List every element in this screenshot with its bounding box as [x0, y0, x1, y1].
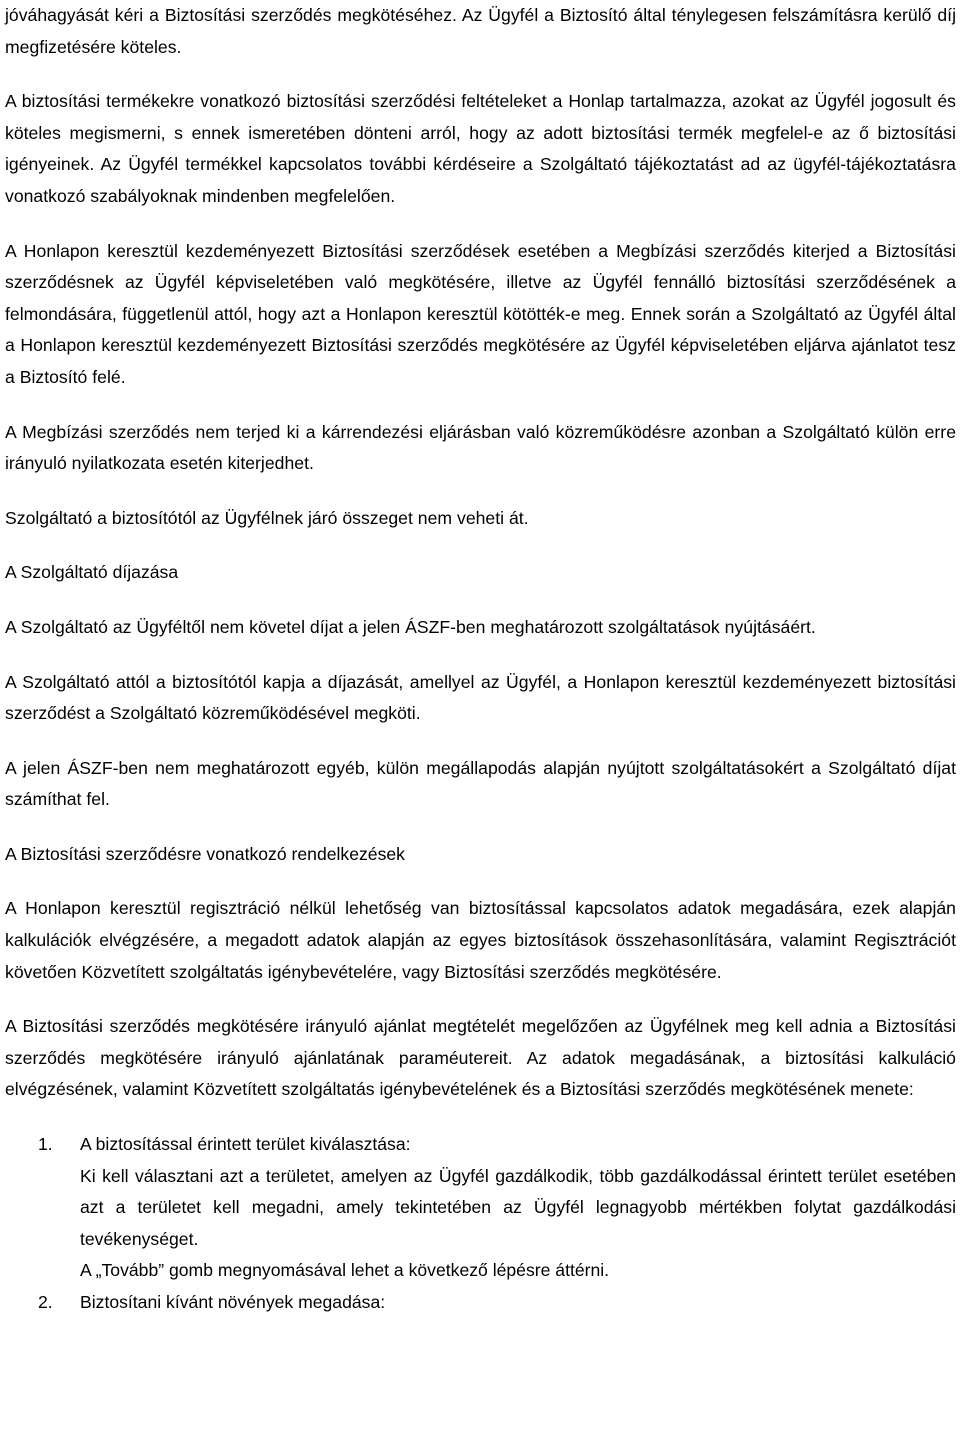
paragraph-no-collection: Szolgáltató a biztosítótól az Ügyfélnek járó összeget nem veheti át. [5, 507, 529, 528]
paragraph-gap [5, 213, 956, 236]
paragraph-website-features: A Honlapon keresztül regisztráció nélkül lehetőség van biztosítással kapcsolatos adatok megadására, ezek alapján kalkulációk elvégzésére, a megadott adatok alapján az egyes biztosítások összehasonlítására, valamint Regisztrációt követően Közvetített szolgáltatás igénybevételére, vagy Biztosítási szerződés megkötésére. [5, 898, 956, 982]
paragraph-mandate-scope: A Honlapon keresztül kezdeményezett Biztosítási szerződések esetében a Megbízási szerződés kiterjed a Biztosítási szerződésnek az Ügyfél képviseletében való megkötésére, illetve az Ügyfél fennálló biztosítási szerződésének a felmondására, függetlenül attól, hogy azt a Honlapon keresztül kötötték-e meg. Ennek során a Szolgáltató az Ügyfél által a Honlapon keresztül kezdeményezett Biztosítási szerződés megkötésére az Ügyfél képviseletében eljárva ajánlatot tesz a Biztosító felé. [5, 240, 956, 387]
steps-list [5, 1129, 956, 1319]
list-item-title: Biztosítani kívánt növények megadása: [80, 1292, 386, 1312]
paragraph-offer-process: A Biztosítási szerződés megkötésére irányuló ajánlat megtételét megelőzően az Ügyfélnek meg kell adnia a Biztosítási szerződés megkötésére irányuló ajánlatának paraméutereit. Az adatok megadásának, a biztosítási kalkuláció elvégzésének, valamint Közvetített szolgáltatás igénybevételének és a Biztosítási szerződés megkötésének menete: [5, 1016, 956, 1100]
paragraph-no-client-fee: A Szolgáltató az Ügyféltől nem követel díjat a jelen ÁSZF-ben meghatározott szolgáltatások nyújtásáért. [5, 616, 816, 637]
paragraph-product-terms: A biztosítási termékekre vonatkozó biztosítási szerződési feltételeket a Honlap tartalmazza, azokat az Ügyfél jogosult és köteles megismerni, s ennek ismeretében dönteni arról, hogy az adott biztosítási termék megfelel-e az ő biztosítási igényeinek. Az Ügyfél termékkel kapcsolatos további kérdéseire a Szolgáltató tájékoztatást ad az ügyfél-tájékoztatásra vonatkozó szabályoknak mindenben megfelelően. [5, 91, 956, 206]
paragraph-gap [5, 1106, 956, 1129]
paragraph-gap [5, 730, 956, 753]
list-item-number: 1. [38, 1134, 53, 1155]
list-item-number: 2. [38, 1292, 53, 1312]
paragraph-intro-continuation: jóváhagyását kéri a Biztosítási szerződés megkötéséhez. Az Ügyfél a Biztosító által ténylegesen felszámításra kerülő díj megfizetésére köteles. [5, 5, 956, 57]
section-heading-contract-provisions: A Biztosítási szerződésre vonatkozó rendelkezések [5, 843, 405, 864]
paragraph-claims-exclusion: A Megbízási szerződés nem terjed ki a kárrendezési eljárásban való közreműködésre azonban a Szolgáltató külön erre irányuló nyilatkozata esetén kiterjedhet. [5, 421, 956, 474]
paragraph-gap [5, 644, 956, 667]
paragraph-gap [5, 394, 956, 417]
paragraph-gap [5, 870, 956, 893]
paragraph-gap [5, 534, 956, 557]
paragraph-gap [5, 988, 956, 1011]
paragraph-insurer-commission: A Szolgáltató attól a biztosítótól kapja a díjazását, amellyel az Ügyfél, a Honlapon keresztül kezdeményezett biztosítási szerződést a Szolgáltató közreműködésével megköti. [5, 671, 956, 724]
document-page [5, 0, 956, 1319]
paragraph-gap [5, 63, 956, 86]
list-item-note: A „Tovább” gomb megnyomásával lehet a következő lépésre áttérni. [80, 1260, 610, 1281]
paragraph-gap [5, 589, 956, 612]
list-item-title: A biztosítással érintett terület kiválasztása: [80, 1134, 411, 1155]
list-item [5, 1129, 956, 1287]
paragraph-other-services-fee: A jelen ÁSZF-ben nem meghatározott egyéb, külön megállapodás alapján nyújtott szolgáltatásokért a Szolgáltató díjat számíthat fel. [5, 757, 956, 810]
list-item [5, 1287, 956, 1319]
section-heading-fees: A Szolgáltató díjazása [5, 562, 179, 583]
list-item-body: Ki kell választani azt a területet, amelyen az Ügyfél gazdálkodik, több gazdálkodással érintett terület esetében azt a területet kell megadni, amely tekintetében az Ügyfél legnagyobb mértékben folytat gazdálkodási tevékenységet. [80, 1165, 956, 1249]
paragraph-gap [5, 480, 956, 503]
paragraph-gap [5, 816, 956, 839]
